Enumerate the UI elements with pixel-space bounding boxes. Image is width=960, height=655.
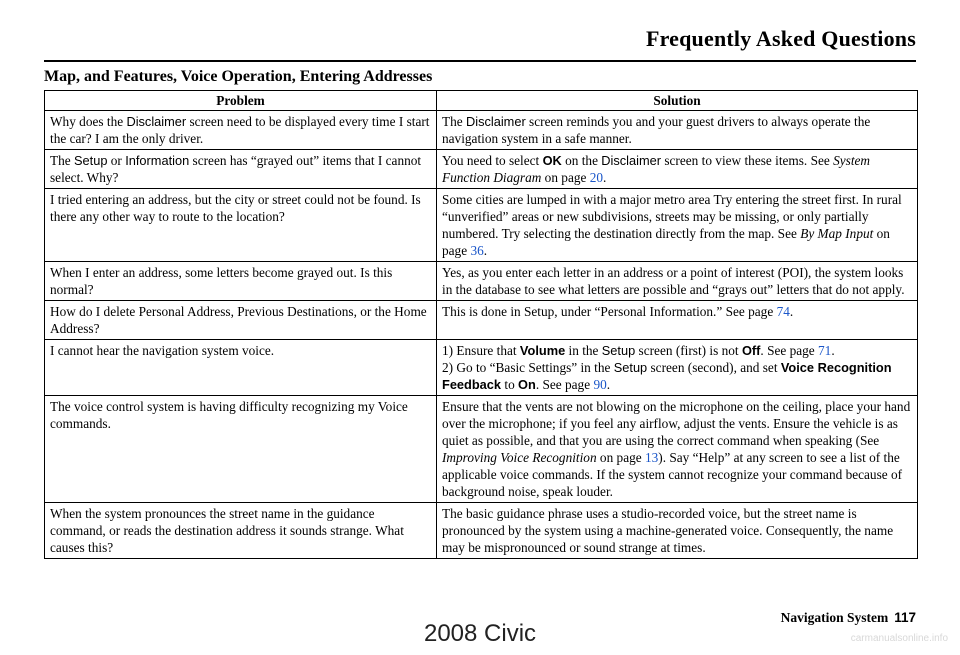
table-row: [45, 189, 918, 262]
table-header-row: [45, 91, 918, 111]
problem-cell: The voice control system is having difficulty recognizing my Voice commands.: [45, 396, 437, 503]
problem-cell: I tried entering an address, but the city or street could not be found. Is there any other way to route to the location?: [45, 189, 437, 262]
page-link[interactable]: 71: [818, 343, 832, 358]
problem-cell: When the system pronounces the street name in the guidance command, or reads the destination address it sounds strange. What causes this?: [45, 503, 437, 559]
solution-cell: Some cities are lumped in with a major metro area Try entering the street first. In rural “unverified” areas or new subdivisions, streets may be missing, or only partially numbered. Try selecting the destination directly from the map. See By Map Input on page 36.: [437, 189, 918, 262]
page-link[interactable]: 36: [470, 243, 484, 258]
table-row: [45, 111, 918, 150]
page-link[interactable]: 74: [776, 304, 790, 319]
problem-cell: I cannot hear the navigation system voice.: [45, 340, 437, 396]
solution-cell: This is done in Setup, under “Personal Information.” See page 74.: [437, 301, 918, 340]
table-row: [45, 262, 918, 301]
faq-table: [44, 90, 918, 559]
table-row: [45, 396, 918, 503]
page-link[interactable]: 90: [593, 377, 607, 392]
solution-cell: 1) Ensure that Volume in the Setup screen (first) is not Off. See page 71. 2) Go to “Basic Settings” in the Setup screen (second), and set Voice Recognition Feedback to On. See page 90.: [437, 340, 918, 396]
watermark-text: 2008 Civic: [423, 620, 537, 647]
table-row: [45, 503, 918, 559]
solution-cell: Ensure that the vents are not blowing on the microphone on the ceiling, place your hand over the microphone; if you feel any airflow, adjust the vents. Ensure the vehicle is as quiet as possible, and that you are using the correct command when speaking (See Improving Voice Recognition on page 13). Say “Help” at any screen to see a list of the applicable voice commands. If the system cannot recognize your command because of background noise, speak louder.: [437, 396, 918, 503]
solution-cell: The basic guidance phrase uses a studio-recorded voice, but the street name is pronounced by the system using a machine-generated voice. Consequently, the name may be mispronounced or sound strange at times.: [437, 503, 918, 559]
page-link[interactable]: 13: [644, 450, 659, 465]
problem-cell: How do I delete Personal Address, Previous Destinations, or the Home Address?: [45, 301, 437, 340]
problem-cell: The Setup or Information screen has “grayed out” items that I cannot select. Why?: [45, 150, 437, 189]
problem-cell: Why does the Disclaimer screen need to be displayed every time I start the car? I am the only driver.: [45, 111, 437, 150]
solution-cell: You need to select OK on the Disclaimer screen to view these items. See System Function Diagram on page 20.: [437, 150, 918, 189]
column-header-problem: Problem: [45, 91, 437, 111]
solution-cell: The Disclaimer screen reminds you and your guest drivers to always operate the navigation system in a safe manner.: [437, 111, 918, 150]
table-row: [45, 150, 918, 189]
table-row: [45, 301, 918, 340]
section-heading: Map, and Features, Voice Operation, Entering Addresses: [44, 68, 433, 85]
watermark-site: carmanualsonline.info: [850, 633, 948, 644]
page-number: 117: [894, 610, 916, 625]
page-link[interactable]: 20: [589, 170, 604, 185]
footer-nav-label: Navigation System: [780, 610, 889, 625]
page-title: Frequently Asked Questions: [645, 26, 916, 51]
column-header-solution: Solution: [437, 91, 918, 111]
title-divider: [44, 60, 916, 62]
solution-cell: Yes, as you enter each letter in an address or a point of interest (POI), the system looks in the database to see what letters are possible and “grays out” letters that do not apply.: [437, 262, 918, 301]
problem-cell: When I enter an address, some letters become grayed out. Is this normal?: [45, 262, 437, 301]
table-row: [45, 340, 918, 396]
